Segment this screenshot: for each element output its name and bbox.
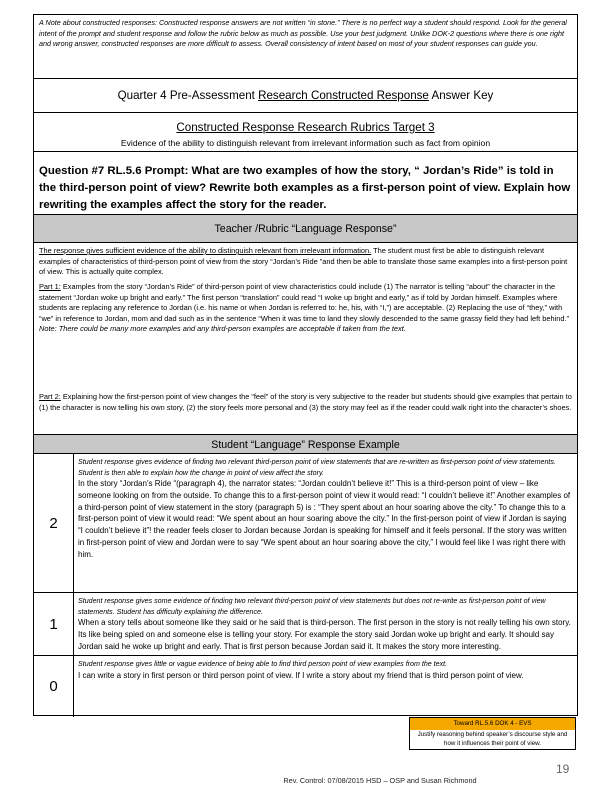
quarter-underlined: Research Constructed Response	[258, 89, 429, 102]
constructed-response-note: A Note about constructed responses: Constructed response answers are not written “in stone.” There is no perfect way a student should respond. Look for the general intent of the prompt and student response and follow the rubric below as much as possible. Use your best judgment. Unlike DOK-2 questions where there is one right and wrong answer, constructed responses are more difficult to assess. Overall consistency of intent based on most of your student responses can guide you.	[34, 15, 577, 79]
answer-key-frame	[33, 14, 578, 716]
score-criteria: Student response gives little or vague evidence of being able to find third person point of view examples from the text.	[78, 660, 448, 668]
score-description	[78, 457, 573, 561]
teacher-part-1	[39, 282, 572, 335]
page-number: 19	[556, 762, 570, 776]
teacher-part-2	[39, 392, 572, 413]
question-prompt: Question #7 RL.5.6 Prompt: What are two examples of how the story, “ Jordan’s Ride” is told in the third-person point of view? Rewrite both examples as a first-person point of view. Explain how rewriting the examples affect the story for the reader.	[34, 151, 577, 215]
student-response-example: In the story “Jordan’s Ride “(paragraph 4), the narrator states: “Jordan couldn’t believe it!” This is a third-person point of view – like someone looking on from the outside. To change this to a first-person point of view it would read: “I couldn’t believe it!” Another examples of a third-person point of view statement in the story (paragraph 5) is : “They spent about an hour soaring above the city.” To change this to a first-person point of view it would read: “We spent about an hour soaring above the city.” In the first-person point of view if Jordan is saying “I couldn’t believe it”! the reader feels closer to Jordan because Jordan is speaking for himself and it feels personal. If the story was written in first-person point of view and Jordan were to say “We spent about an hour soaring above the city,” I would feel like I was right there with him.	[78, 479, 571, 559]
score-description	[78, 659, 573, 681]
score-row-0	[34, 655, 577, 717]
part-1-text: Examples from the story “Jordan’s Ride” of third-person point of view characteristics could include (1) The narrator is telling “about” the character in the statement “Jordan woke up bright and early.” The first person “translation” could read “I woke up bright and early,” as if told by Jordan himself. Examples where students are replacing any reference to Jordan (i.e. his name or when Jordan is referred to: he, his, with “I,”) are acceptable. (2) Replacing the use of “they,” with “we” in reference to Jordan, mom and dad such as in the sentence “When it was time to land they slowly descended to the same grassy field they had left behind.”	[39, 282, 569, 323]
score-criteria: Student response gives evidence of finding two relevant third-person point of view statements that are re-written as first-person point of view statements. Student is then able to explain how the change in point of view affect the story.	[78, 458, 556, 477]
quarter-prefix: Quarter 4 Pre-Assessment	[117, 89, 259, 102]
teacher-paragraph-1-text: The student must first be able to distinguish relevant examples of characteristics of third-person point of view from the story “Jordan’s Ride ”and then be able to translate those same examples into a first-person point of view. This is actually quite complex.	[39, 246, 568, 276]
student-response-bar: Student “Language” Response Example	[34, 434, 577, 454]
standard-description: Justify reasoning behind speaker’s discourse style and how it influences their point of view.	[417, 730, 568, 747]
score-row-2	[34, 454, 577, 592]
standard-code: Toward RL.5.6 DOK 4 - EVS	[410, 718, 575, 730]
score-value: 1	[34, 593, 74, 655]
score-description	[78, 596, 573, 652]
teacher-rubric-bar: Teacher /Rubric “Language Response”	[34, 215, 577, 243]
part-2-text: Explaining how the first-person point of view changes the “feel” of the story is very subjective to the reader but students should give examples that pertain to (1) the character is now telling his own story, (2) the story feels more personal and (3) the story may feel as if the reader could walk right into the character’s shoes.	[39, 392, 572, 412]
quarter-heading	[34, 79, 577, 113]
student-response-example: When a story tells about someone like they said or he said that is third-person. The first person in the story is not really telling his own story. Its like being spied on and someone else is telling your story. For example the story said Jordan woke up bright and early. It should say Jordan said he woke up bright and early. That is first person because Jordan said it. It makes the story more interesting.	[78, 618, 571, 651]
rubric-subtitle: Evidence of the ability to distinguish relevant from irrelevant information such as fact from opinion	[120, 138, 491, 148]
score-value: 2	[34, 454, 74, 592]
sufficient-evidence-statement: The response gives sufficient evidence of the ability to distinguish relevant from irrelevant information.	[39, 246, 372, 255]
standard-box	[409, 717, 576, 750]
student-response-example: I can write a story in first person or third person point of view. If I write a story about my friend that is third person point of view.	[78, 670, 524, 680]
quarter-suffix: Answer Key	[428, 89, 494, 102]
rubric-title: Constructed Response Research Rubrics Target 3	[176, 121, 435, 134]
teacher-paragraph-1	[39, 246, 572, 278]
part-2-label: Part 2:	[39, 392, 61, 401]
score-value: 0	[34, 656, 74, 717]
footer-revision: Rev. Control: 07/08/2015 HSD – OSP and Susan Richmond	[283, 776, 477, 785]
score-criteria: Student response gives some evidence of finding two relevant third-person point of view statements but does not re-write as first-person point of view statements. Student has difficulty explaining the difference.	[78, 597, 546, 616]
part-1-note: Note: There could be many more examples and any third-person examples are acceptable if taken from the text.	[39, 324, 406, 333]
score-row-1	[34, 592, 577, 655]
part-1-label: Part 1:	[39, 282, 61, 291]
